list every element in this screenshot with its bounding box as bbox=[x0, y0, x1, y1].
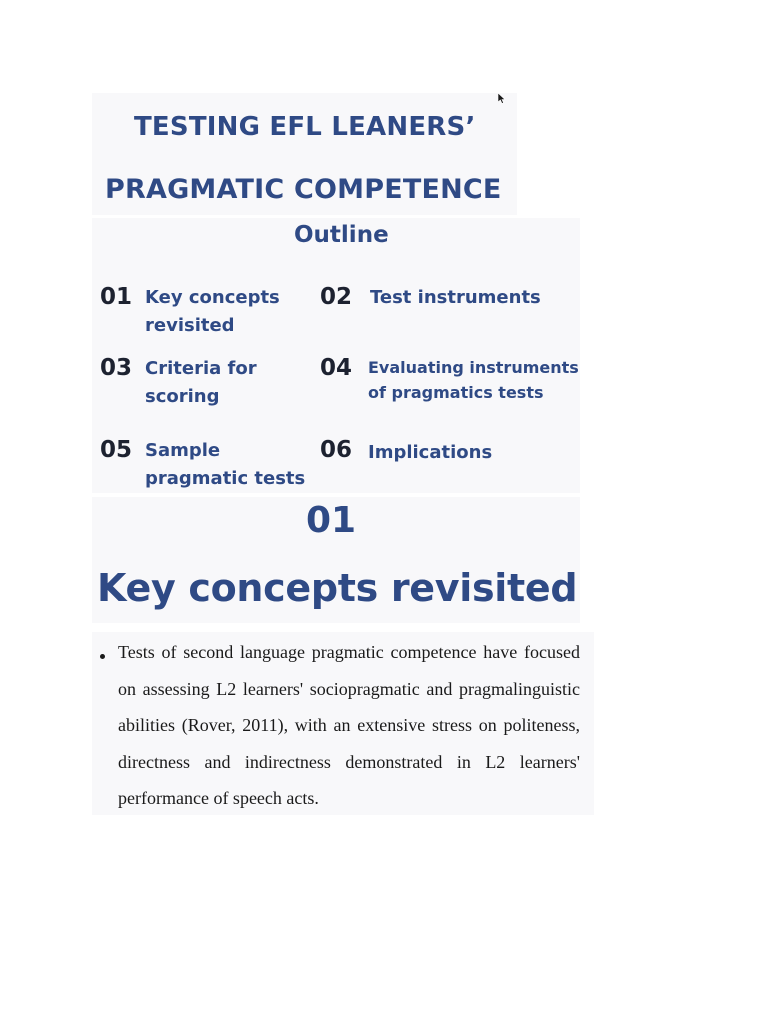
title-line-1: TESTING EFL LEANERS’ bbox=[134, 112, 476, 142]
outline-item-number: 04 bbox=[320, 355, 353, 381]
outline-item-number: 06 bbox=[320, 437, 353, 463]
mouse-cursor-icon bbox=[498, 93, 506, 104]
outline-item-label: Criteria for scoring bbox=[145, 358, 257, 407]
outline-item-number: 01 bbox=[100, 284, 133, 310]
outline-item-label: Implications bbox=[368, 442, 493, 463]
outline-item-number: 05 bbox=[100, 437, 133, 463]
outline-item-number: 02 bbox=[320, 284, 353, 310]
section-number: 01 bbox=[306, 500, 357, 541]
outline-item-label: Test instruments bbox=[370, 287, 541, 308]
outline-item-label: Evaluating instruments of pragmatics tests bbox=[368, 358, 579, 402]
outline-item-label: Sample pragmatic tests bbox=[145, 440, 306, 489]
bullet-dot bbox=[100, 654, 105, 659]
outline-item-number: 03 bbox=[100, 355, 133, 381]
bullet-text: Tests of second language pragmatic competence have focused on assessing L2 learners' sociopragmatic and pragmalinguistic abilities (Rover, 2011), with an extensive stress on politeness, directness and indirectness demonstrated in L2 learners' performance of speech acts. bbox=[118, 642, 580, 808]
outline-heading: Outline bbox=[294, 222, 389, 248]
section-title: Key concepts revisited bbox=[97, 566, 578, 610]
title-line-2: PRAGMATIC COMPETENCE bbox=[105, 174, 502, 205]
outline-item-label: Key concepts revisited bbox=[145, 287, 280, 336]
